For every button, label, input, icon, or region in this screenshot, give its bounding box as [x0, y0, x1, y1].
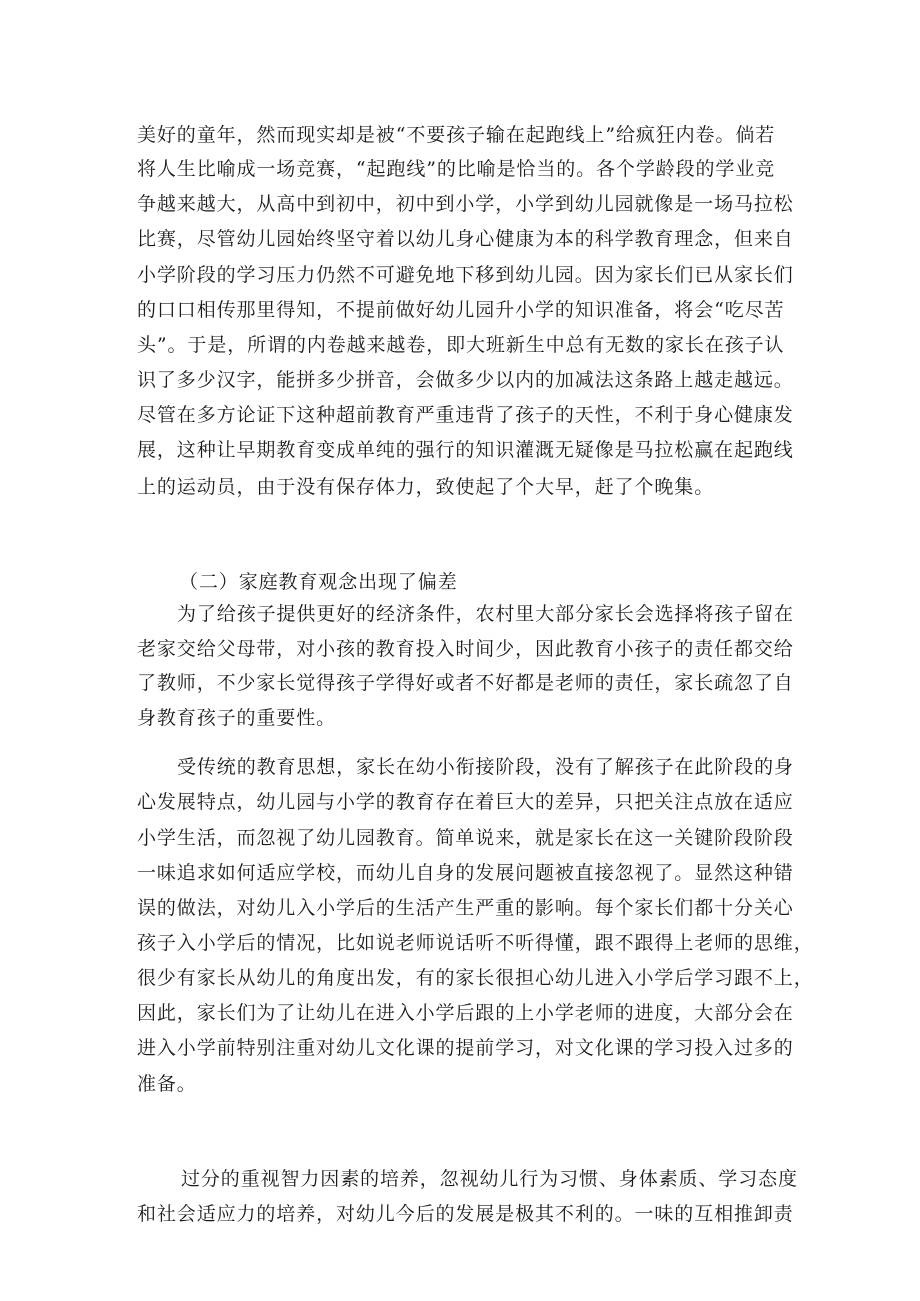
text-line: 头”。于是，所谓的内卷越来越卷，即大班新生中总有无数的家长在孩子认 [137, 334, 785, 356]
text-line: 老家交给父母带，对小孩的教育投入时间少，因此教育小孩子的责任都交给 [137, 638, 794, 660]
text-line: 受传统的教育思想，家长在幼小衔接阶段，没有了解孩子在此阶段的身 [177, 756, 794, 778]
text-line: 比赛，尽管幼儿园始终坚守着以幼儿身心健康为本的科学教育理念，但来自 [137, 228, 794, 250]
text-line: 心发展特点，幼儿园与小学的教育存在着巨大的差异，只把关注点放在适应 [137, 791, 794, 813]
text-line: 的口口相传那里得知，不提前做好幼儿园升小学的知识准备，将会“吃尽苦 [137, 299, 785, 321]
text-line: 很少有家长从幼儿的角度出发，有的家长很担心幼儿进入小学后学习跟不上， [137, 967, 814, 989]
text-line: 将人生比喻成一场竞赛，“起跑线”的比喻是恰当的。各个学龄段的学业竞 [137, 158, 776, 180]
text-line: 识了多少汉字，能拼多少拼音，会做多少以内的加减法这条路上越走越远。 [137, 369, 794, 391]
text-line: 过分的重视智力因素的培养，忽视幼儿行为习惯、身体素质、学习态度 [181, 1168, 798, 1190]
text-line: 展，这种让早期教育变成单纯的强行的知识灌溉无疑像是马拉松赢在起跑线 [137, 439, 794, 461]
text-line: 身教育孩子的重要性。 [137, 707, 337, 729]
text-line: 尽管在多方论证下这种超前教育严重违背了孩子的天性，不利于身心健康发 [137, 404, 794, 426]
text-line: 小学阶段的学习压力仍然不可避免地下移到幼儿园。因为家长们已从家长们 [137, 264, 794, 286]
text-line: 争越来越大，从高中到初中，初中到小学，小学到幼儿园就像是一场马拉松 [137, 193, 794, 215]
text-line: 准备。 [137, 1073, 197, 1095]
text-line: 因此，家长们为了让幼儿在进入小学后跟的上小学老师的进度，大部分会在 [137, 1002, 794, 1024]
text-line: 孩子入小学后的情况，比如说老师说话听不听得懂，跟不跟得上老师的思维， [137, 932, 814, 954]
text-line: 一味追求如何适应学校，而幼儿自身的发展问题被直接忽视了。显然这种错 [137, 862, 794, 884]
section-heading: （二）家庭教育观念出现了偏差 [179, 571, 458, 593]
text-line: 为了给孩子提供更好的经济条件，农村里大部分家长会选择将孩子留在 [177, 603, 794, 625]
text-line: 小学生活，而忽视了幼儿园教育。简单说来，就是家长在这一关键阶段阶段 [137, 827, 794, 849]
text-line: 上的运动员，由于没有保存体力，致使起了个大早，赶了个晚集。 [137, 476, 715, 498]
text-line: 误的做法，对幼儿入小学后的生活产生严重的影响。每个家长们都十分关心 [137, 897, 794, 919]
text-line: 美好的童年，然而现实却是被“不要孩子输在起跑线上”给疯狂内卷。倘若 [137, 124, 776, 146]
text-line: 进入小学前特别注重对幼儿文化课的提前学习，对文化课的学习投入过多的 [137, 1037, 794, 1059]
text-line: 和社会适应力的培养，对幼儿今后的发展是极其不利的。一味的互相推卸责 [137, 1203, 794, 1225]
text-line: 了教师，不少家长觉得孩子学得好或者不好都是老师的责任，家长疏忽了自 [137, 672, 794, 694]
